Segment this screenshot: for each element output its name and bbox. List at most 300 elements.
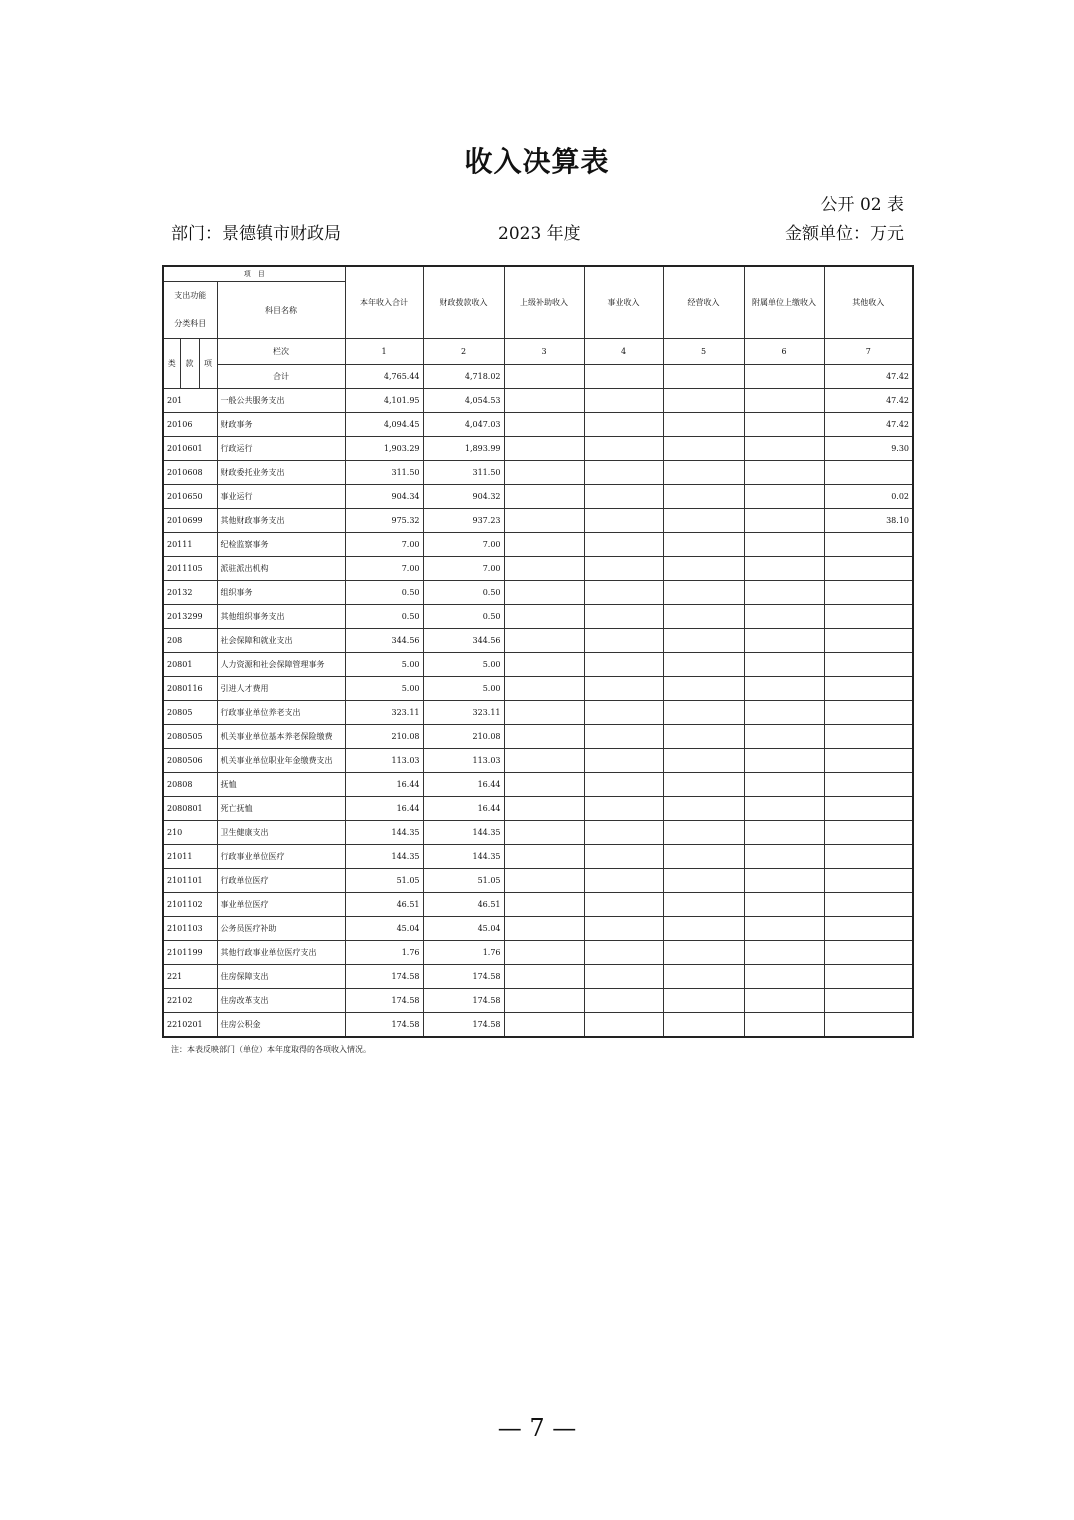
- row-superior-subsidy: [504, 437, 584, 461]
- row-code: 2101102: [163, 893, 217, 917]
- row-other-income: [824, 533, 913, 557]
- income-table: [162, 265, 914, 1038]
- row-operating-income: [663, 1013, 744, 1038]
- row-business-income: [584, 701, 663, 725]
- row-total-income: 16.44: [345, 797, 423, 821]
- row-code: 2101101: [163, 869, 217, 893]
- row-other-income: [824, 989, 913, 1013]
- table-row: [163, 413, 913, 437]
- row-other-income: [824, 1013, 913, 1038]
- row-subsidiary-income: [744, 389, 824, 413]
- row-subject-name: 住房公积金: [217, 1013, 345, 1038]
- row-operating-income: [663, 701, 744, 725]
- row-business-income: [584, 653, 663, 677]
- row-subject-name: 其他行政事业单位医疗支出: [217, 941, 345, 965]
- row-operating-income: [663, 605, 744, 629]
- row-operating-income: [663, 749, 744, 773]
- row-other-income: [824, 797, 913, 821]
- row-subsidiary-income: [744, 629, 824, 653]
- row-subject-name: 行政事业单位养老支出: [217, 701, 345, 725]
- row-total-income: 311.50: [345, 461, 423, 485]
- row-business-income: [584, 917, 663, 941]
- row-subsidiary-income: [744, 725, 824, 749]
- row-fiscal-appropriation: 344.56: [423, 629, 504, 653]
- table-row: [163, 701, 913, 725]
- row-other-income: [824, 773, 913, 797]
- row-fiscal-appropriation: 0.50: [423, 581, 504, 605]
- column-number: 7: [824, 339, 913, 365]
- row-business-income: [584, 581, 663, 605]
- row-total-income: 210.08: [345, 725, 423, 749]
- row-subject-name: 引进人才费用: [217, 677, 345, 701]
- row-other-income: [824, 749, 913, 773]
- row-operating-income: [663, 965, 744, 989]
- row-subject-name: 财政事务: [217, 413, 345, 437]
- row-code: 2080116: [163, 677, 217, 701]
- row-operating-income: [663, 893, 744, 917]
- row-other-income: [824, 917, 913, 941]
- row-subject-name: 纪检监察事务: [217, 533, 345, 557]
- row-code: 20801: [163, 653, 217, 677]
- total-value: [584, 365, 663, 389]
- row-subject-name: 死亡抚恤: [217, 797, 345, 821]
- row-fiscal-appropriation: 51.05: [423, 869, 504, 893]
- row-fiscal-appropriation: 323.11: [423, 701, 504, 725]
- row-other-income: [824, 629, 913, 653]
- row-code: 20132: [163, 581, 217, 605]
- column-number: 3: [504, 339, 584, 365]
- row-fiscal-appropriation: 7.00: [423, 533, 504, 557]
- column-number: 6: [744, 339, 824, 365]
- row-subsidiary-income: [744, 965, 824, 989]
- column-header: 上级补助收入: [504, 266, 584, 339]
- table-row: [163, 605, 913, 629]
- row-code: 210: [163, 821, 217, 845]
- header-lanci: 栏次: [217, 339, 345, 365]
- row-superior-subsidy: [504, 677, 584, 701]
- row-code: 2080506: [163, 749, 217, 773]
- row-superior-subsidy: [504, 797, 584, 821]
- row-fiscal-appropriation: 144.35: [423, 845, 504, 869]
- row-other-income: [824, 701, 913, 725]
- page-number: — 7 —: [497, 1414, 577, 1442]
- row-business-income: [584, 797, 663, 821]
- row-business-income: [584, 1013, 663, 1038]
- row-operating-income: [663, 413, 744, 437]
- row-operating-income: [663, 845, 744, 869]
- row-total-income: 1.76: [345, 941, 423, 965]
- row-subsidiary-income: [744, 941, 824, 965]
- row-code: 2011105: [163, 557, 217, 581]
- row-operating-income: [663, 557, 744, 581]
- row-other-income: 9.30: [824, 437, 913, 461]
- row-subsidiary-income: [744, 581, 824, 605]
- row-fiscal-appropriation: 174.58: [423, 1013, 504, 1038]
- table-note: 注：本表反映部门（单位）本年度取得的各项收入情况。: [171, 1045, 371, 1054]
- row-superior-subsidy: [504, 485, 584, 509]
- row-total-income: 113.03: [345, 749, 423, 773]
- table-row: [163, 1013, 913, 1038]
- row-business-income: [584, 389, 663, 413]
- row-fiscal-appropriation: 1,893.99: [423, 437, 504, 461]
- total-value: [663, 365, 744, 389]
- table-row: [163, 917, 913, 941]
- header-row-project: [163, 266, 913, 282]
- row-total-income: 975.32: [345, 509, 423, 533]
- row-other-income: [824, 557, 913, 581]
- column-number: 1: [345, 339, 423, 365]
- total-value: 4,765.44: [345, 365, 423, 389]
- row-operating-income: [663, 989, 744, 1013]
- total-value: [504, 365, 584, 389]
- total-value: [744, 365, 824, 389]
- row-superior-subsidy: [504, 629, 584, 653]
- row-operating-income: [663, 389, 744, 413]
- row-code: 20808: [163, 773, 217, 797]
- row-superior-subsidy: [504, 965, 584, 989]
- row-subject-name: 公务员医疗补助: [217, 917, 345, 941]
- row-subsidiary-income: [744, 797, 824, 821]
- unit-label: 金额单位：万元: [785, 224, 904, 244]
- row-other-income: 47.42: [824, 389, 913, 413]
- row-code: 2101199: [163, 941, 217, 965]
- total-label: 合计: [217, 365, 345, 389]
- row-business-income: [584, 509, 663, 533]
- row-superior-subsidy: [504, 821, 584, 845]
- row-total-income: 5.00: [345, 677, 423, 701]
- table-row: [163, 485, 913, 509]
- table-row: [163, 437, 913, 461]
- row-operating-income: [663, 485, 744, 509]
- row-subsidiary-income: [744, 605, 824, 629]
- row-other-income: [824, 461, 913, 485]
- row-subsidiary-income: [744, 773, 824, 797]
- row-fiscal-appropriation: 5.00: [423, 653, 504, 677]
- row-business-income: [584, 869, 663, 893]
- row-superior-subsidy: [504, 557, 584, 581]
- column-header: 附属单位上缴收入: [744, 266, 824, 339]
- row-fiscal-appropriation: 144.35: [423, 821, 504, 845]
- row-subject-name: 其他组织事务支出: [217, 605, 345, 629]
- row-operating-income: [663, 509, 744, 533]
- row-superior-subsidy: [504, 773, 584, 797]
- row-code: 2013299: [163, 605, 217, 629]
- column-header: 事业收入: [584, 266, 663, 339]
- row-fiscal-appropriation: 210.08: [423, 725, 504, 749]
- row-code: 20106: [163, 413, 217, 437]
- row-operating-income: [663, 461, 744, 485]
- row-fiscal-appropriation: 174.58: [423, 989, 504, 1013]
- row-business-income: [584, 821, 663, 845]
- row-superior-subsidy: [504, 941, 584, 965]
- row-total-income: 174.58: [345, 965, 423, 989]
- row-business-income: [584, 941, 663, 965]
- row-total-income: 7.00: [345, 533, 423, 557]
- table-row: [163, 965, 913, 989]
- row-code: 20111: [163, 533, 217, 557]
- row-superior-subsidy: [504, 725, 584, 749]
- table-row: [163, 461, 913, 485]
- row-superior-subsidy: [504, 989, 584, 1013]
- row-total-income: 174.58: [345, 989, 423, 1013]
- row-subject-name: 住房改革支出: [217, 989, 345, 1013]
- total-value: 4,718.02: [423, 365, 504, 389]
- row-fiscal-appropriation: 937.23: [423, 509, 504, 533]
- row-subsidiary-income: [744, 677, 824, 701]
- table-row: [163, 869, 913, 893]
- column-header: 本年收入合计: [345, 266, 423, 339]
- column-number: 4: [584, 339, 663, 365]
- row-total-income: 1,903.29: [345, 437, 423, 461]
- row-subject-name: 抚恤: [217, 773, 345, 797]
- row-superior-subsidy: [504, 701, 584, 725]
- row-total-income: 144.35: [345, 821, 423, 845]
- column-number: 2: [423, 339, 504, 365]
- department-label: 部门：景德镇市财政局: [171, 224, 341, 244]
- table-row: [163, 773, 913, 797]
- column-number: 5: [663, 339, 744, 365]
- row-superior-subsidy: [504, 869, 584, 893]
- row-subsidiary-income: [744, 821, 824, 845]
- row-business-income: [584, 485, 663, 509]
- table-row: [163, 677, 913, 701]
- table-row: [163, 941, 913, 965]
- row-subsidiary-income: [744, 557, 824, 581]
- row-code: 2080505: [163, 725, 217, 749]
- row-total-income: 7.00: [345, 557, 423, 581]
- row-subject-name: 住房保障支出: [217, 965, 345, 989]
- row-superior-subsidy: [504, 845, 584, 869]
- row-subject-name: 行政事业单位医疗: [217, 845, 345, 869]
- row-superior-subsidy: [504, 605, 584, 629]
- row-total-income: 51.05: [345, 869, 423, 893]
- row-subsidiary-income: [744, 509, 824, 533]
- row-total-income: 5.00: [345, 653, 423, 677]
- row-code: 2210201: [163, 1013, 217, 1038]
- row-business-income: [584, 557, 663, 581]
- row-total-income: 4,101.95: [345, 389, 423, 413]
- table-row: [163, 557, 913, 581]
- row-business-income: [584, 965, 663, 989]
- row-other-income: [824, 677, 913, 701]
- row-operating-income: [663, 941, 744, 965]
- table-row: [163, 629, 913, 653]
- row-code: 208: [163, 629, 217, 653]
- row-code: 221: [163, 965, 217, 989]
- row-total-income: 0.50: [345, 581, 423, 605]
- row-subject-name: 事业运行: [217, 485, 345, 509]
- header-xiang: 项: [199, 339, 217, 389]
- row-operating-income: [663, 437, 744, 461]
- row-total-income: 16.44: [345, 773, 423, 797]
- row-total-income: 144.35: [345, 845, 423, 869]
- row-business-income: [584, 677, 663, 701]
- row-fiscal-appropriation: 16.44: [423, 773, 504, 797]
- row-subsidiary-income: [744, 653, 824, 677]
- row-operating-income: [663, 725, 744, 749]
- row-total-income: 323.11: [345, 701, 423, 725]
- row-business-income: [584, 773, 663, 797]
- row-superior-subsidy: [504, 413, 584, 437]
- row-superior-subsidy: [504, 917, 584, 941]
- row-fiscal-appropriation: 311.50: [423, 461, 504, 485]
- row-subsidiary-income: [744, 1013, 824, 1038]
- row-other-income: [824, 845, 913, 869]
- row-operating-income: [663, 773, 744, 797]
- row-operating-income: [663, 533, 744, 557]
- row-total-income: 904.34: [345, 485, 423, 509]
- row-business-income: [584, 749, 663, 773]
- row-superior-subsidy: [504, 389, 584, 413]
- table-row: [163, 653, 913, 677]
- column-header: 财政拨款收入: [423, 266, 504, 339]
- row-operating-income: [663, 797, 744, 821]
- total-value: 47.42: [824, 365, 913, 389]
- row-subsidiary-income: [744, 413, 824, 437]
- row-subject-name: 行政单位医疗: [217, 869, 345, 893]
- table-row: [163, 389, 913, 413]
- row-subsidiary-income: [744, 461, 824, 485]
- row-subject-name: 事业单位医疗: [217, 893, 345, 917]
- row-fiscal-appropriation: 4,047.03: [423, 413, 504, 437]
- row-other-income: 0.02: [824, 485, 913, 509]
- row-subject-name: 卫生健康支出: [217, 821, 345, 845]
- row-subsidiary-income: [744, 485, 824, 509]
- header-row-lanci: [163, 339, 913, 365]
- row-subsidiary-income: [744, 893, 824, 917]
- row-code: 201: [163, 389, 217, 413]
- row-fiscal-appropriation: 7.00: [423, 557, 504, 581]
- row-other-income: [824, 605, 913, 629]
- row-operating-income: [663, 653, 744, 677]
- row-other-income: [824, 869, 913, 893]
- row-total-income: 0.50: [345, 605, 423, 629]
- row-fiscal-appropriation: 45.04: [423, 917, 504, 941]
- row-total-income: 46.51: [345, 893, 423, 917]
- row-business-income: [584, 629, 663, 653]
- row-business-income: [584, 725, 663, 749]
- row-fiscal-appropriation: 5.00: [423, 677, 504, 701]
- row-other-income: [824, 941, 913, 965]
- row-business-income: [584, 461, 663, 485]
- header-func-category-line2: 分类科目: [174, 319, 207, 328]
- table-row: [163, 581, 913, 605]
- row-superior-subsidy: [504, 509, 584, 533]
- row-fiscal-appropriation: 904.32: [423, 485, 504, 509]
- header-subject-name: 科目名称: [217, 282, 345, 339]
- row-business-income: [584, 845, 663, 869]
- row-subsidiary-income: [744, 917, 824, 941]
- row-other-income: [824, 653, 913, 677]
- row-subsidiary-income: [744, 989, 824, 1013]
- row-superior-subsidy: [504, 653, 584, 677]
- row-fiscal-appropriation: 174.58: [423, 965, 504, 989]
- row-fiscal-appropriation: 113.03: [423, 749, 504, 773]
- row-total-income: 45.04: [345, 917, 423, 941]
- row-fiscal-appropriation: 16.44: [423, 797, 504, 821]
- row-code: 2010699: [163, 509, 217, 533]
- row-total-income: 174.58: [345, 1013, 423, 1038]
- row-subject-name: 派驻派出机构: [217, 557, 345, 581]
- table-row: [163, 797, 913, 821]
- row-code: 2010601: [163, 437, 217, 461]
- row-subject-name: 机关事业单位职业年金缴费支出: [217, 749, 345, 773]
- row-code: 2101103: [163, 917, 217, 941]
- row-other-income: [824, 893, 913, 917]
- table-row: [163, 845, 913, 869]
- row-code: 22102: [163, 989, 217, 1013]
- row-superior-subsidy: [504, 893, 584, 917]
- row-other-income: [824, 821, 913, 845]
- row-other-income: 47.42: [824, 413, 913, 437]
- row-code: 20805: [163, 701, 217, 725]
- form-number: 公开 02 表: [820, 195, 904, 215]
- row-superior-subsidy: [504, 533, 584, 557]
- row-operating-income: [663, 581, 744, 605]
- row-code: 21011: [163, 845, 217, 869]
- row-subject-name: 机关事业单位基本养老保险缴费: [217, 725, 345, 749]
- year-label: 2023 年度: [498, 224, 581, 244]
- header-kuan: 款: [180, 339, 199, 389]
- table-row: [163, 533, 913, 557]
- row-operating-income: [663, 821, 744, 845]
- row-business-income: [584, 605, 663, 629]
- row-subject-name: 组织事务: [217, 581, 345, 605]
- row-fiscal-appropriation: 1.76: [423, 941, 504, 965]
- row-subject-name: 行政运行: [217, 437, 345, 461]
- row-business-income: [584, 437, 663, 461]
- row-subsidiary-income: [744, 845, 824, 869]
- total-row: [163, 365, 913, 389]
- row-business-income: [584, 893, 663, 917]
- row-operating-income: [663, 917, 744, 941]
- row-subsidiary-income: [744, 533, 824, 557]
- row-operating-income: [663, 629, 744, 653]
- row-superior-subsidy: [504, 581, 584, 605]
- row-operating-income: [663, 869, 744, 893]
- row-superior-subsidy: [504, 461, 584, 485]
- header-func-category-line1: 支出功能: [174, 291, 207, 300]
- row-subsidiary-income: [744, 701, 824, 725]
- table-row: [163, 725, 913, 749]
- row-business-income: [584, 989, 663, 1013]
- table-row: [163, 893, 913, 917]
- row-fiscal-appropriation: 46.51: [423, 893, 504, 917]
- row-superior-subsidy: [504, 1013, 584, 1038]
- row-other-income: [824, 725, 913, 749]
- row-total-income: 344.56: [345, 629, 423, 653]
- row-other-income: 38.10: [824, 509, 913, 533]
- row-subject-name: 人力资源和社会保障管理事务: [217, 653, 345, 677]
- column-header: 其他收入: [824, 266, 913, 339]
- row-subsidiary-income: [744, 749, 824, 773]
- row-business-income: [584, 533, 663, 557]
- table-row: [163, 821, 913, 845]
- row-subject-name: 财政委托业务支出: [217, 461, 345, 485]
- table-row: [163, 749, 913, 773]
- row-total-income: 4,094.45: [345, 413, 423, 437]
- header-project: 项 目: [163, 266, 345, 282]
- row-other-income: [824, 581, 913, 605]
- row-code: 2010608: [163, 461, 217, 485]
- row-operating-income: [663, 677, 744, 701]
- row-business-income: [584, 413, 663, 437]
- row-subject-name: 一般公共服务支出: [217, 389, 345, 413]
- column-header: 经营收入: [663, 266, 744, 339]
- row-fiscal-appropriation: 4,054.53: [423, 389, 504, 413]
- row-subsidiary-income: [744, 437, 824, 461]
- header-func-category: [163, 282, 217, 339]
